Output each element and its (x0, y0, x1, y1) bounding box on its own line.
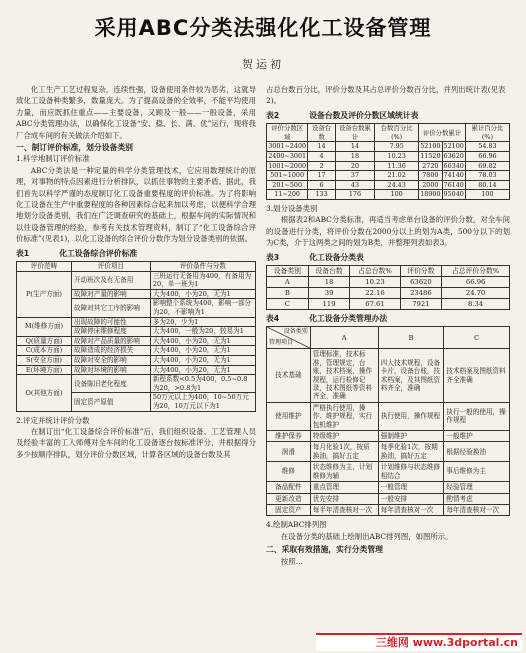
table-4-col-b: B (378, 327, 444, 349)
table-1-category-cell: E(环境方面) (17, 365, 72, 375)
table-2-body (267, 142, 510, 200)
table-2-cell: 18900 (420, 190, 441, 199)
table-4-class-a-cell: 状态维修为主，计划维修为辅 (310, 462, 378, 482)
pareto-paragraph: 在设备分类的基础上绘制出ABC排列图，如图所示。 (280, 531, 453, 541)
table-4-class-b-cell: 一般管理 (378, 482, 444, 493)
table-2-caption (266, 110, 510, 121)
table-row (17, 271, 256, 289)
table-4-class-a-cell: 优先安排 (310, 493, 378, 504)
table-4-item-cell: 技术基础 (267, 349, 311, 402)
intro-paragraph: 化工生产工艺过程复杂，连续性强，设备使用条件较为恶劣，这就导致化工设备种类繁多，数量庞大。为了提高设备的全效率，不能平均使用力量，而应既抓住重点——主要设备，又顾及一般——一般设备，采用ABC分类管理办法，以确保化工设备“安、稳、长、满、优”运行，现将我厂合成车间的有关做法介绍如下。 (16, 85, 256, 140)
table-2-cell: 2000 (419, 180, 442, 190)
table-row (267, 277, 510, 288)
table-3-cell: 8.34 (442, 299, 510, 310)
table-2-cell: 14 (308, 142, 336, 152)
table-2-cell: 11.36 (375, 161, 419, 171)
table-row (17, 365, 256, 375)
table-1-category-cell: M(维修方面) (17, 317, 72, 336)
table-1-category-cell: S(安全方面) (17, 356, 72, 366)
table-2-cell: 2 (308, 161, 336, 171)
subsection-3-heading: 3.划分设备类别 (266, 203, 318, 213)
table-row (267, 462, 510, 482)
table-row (267, 152, 510, 162)
abc-method-paragraph: ABC分类法是一种定量的科学分类管理技术，它应用数理统计的原理，对事物的特点因素进行分析排队，以抓住事物的主要矛盾。据此，我们首先以科学严谨的态度制订化工设备重要程度的评价标准。为了将影响化工设备在生产中重要程度的各种因素综合起来加以考虑，以便科学合理地划分设备类别，我们在广泛调查研究的基础上，根据车间的实际情况和以往设备管理的经验，参考有关技术管理资料，制订了“化工设备综合评价标准”(见表1)，以化工设备的综合评价分数作为划分设备类别的依据。 (16, 165, 256, 244)
table-3-col-count-pct: 占总台数% (350, 266, 400, 277)
table-row (267, 482, 510, 493)
table-4-corner-cell (267, 327, 311, 349)
table-2-cell: 52100 (443, 142, 464, 151)
table-1-category-cell: C(成本方面) (17, 346, 72, 356)
table-1-condition-cell: 多为20，少为1 (150, 317, 255, 327)
table-4-class-c-cell: 一般维护 (444, 431, 510, 442)
table-2-title: 设备台数及评价分数区域统计表 (309, 110, 419, 120)
classification-paragraph: 根据表2和ABC分类标准，再适当考虑单台设备的评价分数，对全车间的设备进行分类，将评价分数在2000分以上的划为A类，500分以下的划为C类，介于这两类之间的划为B类，并整理列表如表3。 (266, 215, 510, 248)
table-4-class-b-cell: 一般安排 (378, 493, 444, 504)
table-2-cell: 74140 (443, 171, 464, 180)
table-2-cell: 3001~2400 (268, 142, 307, 151)
table-row (17, 346, 256, 356)
table-2-cell: 10.23 (375, 152, 419, 162)
table-2-col-count: 设备台数 (308, 124, 336, 142)
table-4-class-c-cell: 事后维修为主 (444, 462, 510, 482)
table-row (267, 349, 510, 402)
table-4-class-a-cell: 管理标准，技术标准，管理规定，台账，技术档案，操作规程，运行检修记录，技术图纸等资料齐全，准确 (310, 349, 378, 402)
table-row (267, 402, 510, 430)
table-1-condition-cell: 大为400，小为20，无为1 (150, 346, 255, 356)
table-2-cell: 18 (335, 152, 374, 162)
table-2-cell: 37 (335, 171, 374, 181)
table-2-cell: 69.82 (465, 161, 509, 171)
table-2-cell: 2720 (419, 161, 442, 171)
table-1-condition-cell: 大为400，一般为20，较易为1 (150, 327, 255, 337)
section-1-heading: 一、制订评价标准，划分设备类别 (16, 143, 133, 153)
table-2-cell: 63620 (443, 152, 464, 160)
table-4-col-c: C (444, 327, 510, 349)
table-4-class-b-cell: 每年清查核对一次 (378, 504, 444, 515)
table-4-class-c-cell: 执行一般的使用，操作规程 (444, 402, 510, 430)
table-2-col-cum-count: 设备台数累计 (335, 124, 374, 142)
table-1-item-cell: 故障停床维修程度 (71, 327, 150, 337)
table-2-cell: 201~500 (267, 180, 308, 190)
table-row (267, 142, 510, 152)
table-3-body (267, 277, 510, 310)
table-2-score-statistics (266, 123, 510, 200)
table-2-cell: 6 (308, 180, 336, 190)
table-2-header-row (267, 124, 510, 142)
table-2-cell: 11~200 (267, 190, 308, 200)
table-4-title: 化工设备分类管理办法 (309, 314, 388, 323)
table-3-cell: 18 (308, 277, 350, 288)
table-3-cell: 119 (308, 299, 350, 310)
table-3-cell: 63620 (400, 277, 442, 288)
table-4-class-c-cell: 根据经验换油 (444, 442, 510, 462)
table-4-caption (266, 313, 510, 324)
article-author: 贺运初 (242, 58, 284, 71)
table-1-condition-cell: 影响整个系统为400，影响一部分为20，不影响为1 (150, 299, 255, 317)
table-2-cell: 11520 (420, 152, 441, 160)
table-1-item-cell: 故障对安全的影响 (71, 356, 150, 366)
table-4-class-b-cell: 计划维修与状态维修相结合 (378, 462, 444, 482)
table-3-number: 表3 (266, 252, 280, 262)
table-3-col-class: 设备类别 (267, 266, 309, 277)
table-3-cell: 22.16 (350, 288, 400, 299)
table-2-cell: 95040 (443, 190, 464, 199)
table-4-class-a-cell: 特级维护 (310, 431, 378, 442)
table-2-col-score: 评价分数累计 (419, 124, 466, 142)
table-2-cell: 7800 (419, 171, 442, 181)
table-row (267, 190, 510, 200)
table-1-category-cell: O(其他方面) (17, 375, 72, 411)
table-4-corner-bottom: 管理项目 (269, 339, 294, 346)
table-row (17, 375, 256, 393)
article-title: 采用ABC分类法强化化工设备管理 (94, 16, 432, 40)
table-2-cell: 21.02 (375, 171, 419, 181)
table-1-condition-cell: 大为400，小为20，无为1 (150, 336, 255, 346)
table-row (267, 299, 510, 310)
table-1-number: 表1 (16, 248, 30, 258)
table-1-col-condition: 评价条件与分数 (150, 262, 255, 272)
table-4-management-methods (266, 326, 510, 516)
left-column (16, 84, 256, 460)
table-2-cell: 17 (308, 171, 336, 181)
table-1-col-category: 评价范畴 (17, 262, 72, 272)
table-3-col-score-pct: 占总评价分数% (442, 266, 510, 277)
table-4-class-c-cell: 技术档案及图纸资料齐全准确 (444, 349, 510, 402)
table-1-header-row (17, 262, 256, 272)
table-3-cell: B (267, 288, 309, 299)
table-4-item-cell: 润滑 (267, 442, 311, 462)
table-3-cell: 10.23 (350, 277, 400, 288)
table-4-class-a-cell: 每月化验1次，按质换油，搞好五定 (310, 442, 378, 462)
table-4-class-a-cell: 严格执行使用，操作、维护规程，实行包机维护 (310, 402, 378, 430)
table-2-cell: 24.43 (375, 180, 419, 190)
table-2-number: 表2 (266, 110, 280, 120)
table-2-cell: 1001~2000 (268, 161, 307, 170)
table-1-item-cell: 故障对产量的影响 (71, 289, 150, 299)
table-2-cell: 14 (335, 142, 374, 152)
table-2-cell: 54.83 (465, 142, 509, 152)
table-row (267, 442, 510, 462)
measures-paragraph: 按照… (280, 556, 303, 566)
table-2-cell: 133 (308, 190, 336, 200)
table-1-item-cell: 故障对产品质量的影响 (71, 336, 150, 346)
table-row (267, 171, 510, 181)
table-1-body (17, 271, 256, 411)
subsection-4-heading: 4.绘制ABC排列图 (266, 520, 327, 530)
table-1-item-cell: 故障造成的经济损失 (71, 346, 150, 356)
scoring-paragraph: 在制订出“化工设备综合评价标准”后，我们组织设备、工艺管理人员及经验丰富的工人师傅对全车间的化工设备逐台按标准评分，并根据得分多少按顺序排队，划分评价分数区域，计算各区域的设备台数及其 (16, 427, 256, 459)
table-3-cell: 23486 (400, 288, 442, 299)
table-2-cell: 176 (335, 190, 374, 200)
subsection-1-1-heading: 1.科学地制订评价标准 (16, 154, 90, 164)
table-2-cell: 78.03 (465, 171, 509, 181)
table-4-class-c-cell: 经验管理 (444, 482, 510, 493)
table-row (267, 493, 510, 504)
table-4-class-b-cell: 强制维护 (378, 431, 444, 442)
table-1-condition-cell: 大为400，小为20，无为1 (150, 365, 255, 375)
table-3-col-score: 评价分数 (400, 266, 442, 277)
table-1-condition-cell: 50万元以上为400，10~50万元为20，10万元以下为1 (150, 393, 255, 411)
table-3-col-count: 设备台数 (308, 266, 350, 277)
table-2-col-cum-pct: 累计百分比(%) (465, 124, 509, 142)
table-4-item-cell: 更新改造 (267, 493, 311, 504)
table-3-equipment-classes (266, 265, 510, 310)
table-4-body (267, 349, 510, 516)
table-1-condition-cell: 三班运行无备用为400，有备用为20，单一班为1 (150, 271, 255, 289)
table-2-cell: 4 (308, 152, 336, 162)
right-column (266, 84, 510, 567)
table-3-header-row (267, 266, 510, 277)
table-4-item-cell: 维修 (267, 462, 311, 482)
table-4-class-b-cell: 执行使用，操作规程 (378, 402, 444, 430)
table-row (267, 161, 510, 171)
table-1-item-cell: 故障对环境的影响 (71, 365, 150, 375)
table-1-item-cell: 设备陈旧老化程度 (71, 375, 150, 393)
table-1-item-cell: 固定资产原值 (71, 393, 150, 411)
table-2-cell: 7.95 (375, 142, 419, 152)
section-2-heading: 二、采取有效措施，实行分类管理 (266, 545, 383, 555)
table-4-col-a: A (310, 327, 378, 349)
table-1-category-cell: P(生产方面) (17, 271, 72, 317)
table-row (17, 317, 256, 327)
table-1-category-cell: Q(质量方面) (17, 336, 72, 346)
table-row (267, 288, 510, 299)
table-4-number: 表4 (266, 314, 280, 323)
table-4-class-a-cell: 重点管理 (310, 482, 378, 493)
table-3-cell: 39 (308, 288, 350, 299)
table-2-cell: 2400~3001 (268, 152, 307, 160)
table-2-cell: 52100 (420, 142, 441, 151)
table-row (267, 431, 510, 442)
table-1-condition-cell: 大为400，小为20，无为1 (150, 356, 255, 366)
table-4-item-cell: 维护保养 (267, 431, 311, 442)
table-3-cell: A (267, 277, 309, 288)
table-4-corner-top: 设备类别 (283, 328, 308, 336)
table-4-class-b-cell: 四大技术规程，设备卡片，设备台账，技术档案，及其图纸资料齐全，准确 (378, 349, 444, 402)
table-2-cell: 20 (335, 161, 374, 171)
table-row (267, 180, 510, 190)
table-row (17, 356, 256, 366)
table-2-col-count-pct: 台数百分比(%) (375, 124, 419, 142)
table-3-title: 化工设备分类表 (309, 252, 364, 262)
table-2-cell: 76140 (443, 180, 464, 189)
table-1-col-item: 评价项目 (71, 262, 150, 272)
table-3-cell: 7921 (400, 299, 442, 310)
table-2-cell: 66.96 (465, 152, 509, 162)
table-1-condition-cell: 新程系数<0.5为400，0.5~0.8为20，>0.8为1 (150, 375, 255, 393)
table-1-condition-cell: 大为400，小为20，无为1 (150, 289, 255, 299)
table-3-cell: 67.61 (350, 299, 400, 310)
table-2-cell: 80.14 (465, 180, 509, 190)
site-watermark: 三维网 www.3dportal.cn (316, 633, 522, 651)
table-4-item-cell: 使用维护 (267, 402, 311, 430)
table-1-item-cell: 开动班次及有无备用 (71, 271, 150, 289)
table-1-item-cell: 出现故障的可能性 (71, 317, 150, 327)
table-1-title: 化工设备综合评价标准 (59, 248, 138, 258)
table-4-class-c-cell: 每年清查核对一次 (444, 504, 510, 515)
table-2-cell: 100 (375, 190, 419, 200)
table-1-evaluation-criteria (16, 261, 256, 412)
table-4-item-cell: 固定资产 (267, 504, 311, 515)
table-3-cell: 66.96 (442, 277, 510, 288)
table-row (267, 504, 510, 515)
subsection-1-2-heading: 2.评定并统计评价分数 (16, 415, 90, 425)
table-3-cell: C (267, 299, 309, 310)
table-3-caption (266, 252, 510, 263)
table-row (17, 336, 256, 346)
table-4-class-a-cell: 每半年清查核对一次 (310, 504, 378, 515)
table-4-header-row (267, 327, 510, 349)
continuation-paragraph: 占总台数百分比，评价分数及其占总评价分数百分比，并列出统计表(见表2)。 (266, 85, 506, 106)
table-2-cell: 66340 (443, 161, 464, 170)
table-2-col-range: 评价分数区域 (267, 124, 308, 142)
table-2-cell: 100 (465, 190, 509, 200)
table-1-caption (16, 248, 256, 259)
table-1-item-cell: 故障对其它工序的影响 (71, 299, 150, 317)
table-2-cell: 43 (335, 180, 374, 190)
table-2-cell: 501~1000 (267, 171, 308, 181)
table-4-class-c-cell: 酌情考虑 (444, 493, 510, 504)
table-3-cell: 24.70 (442, 288, 510, 299)
table-4-class-b-cell: 每季化验1次，按期换油，搞好五定 (378, 442, 444, 462)
table-4-item-cell: 备品配件 (267, 482, 311, 493)
